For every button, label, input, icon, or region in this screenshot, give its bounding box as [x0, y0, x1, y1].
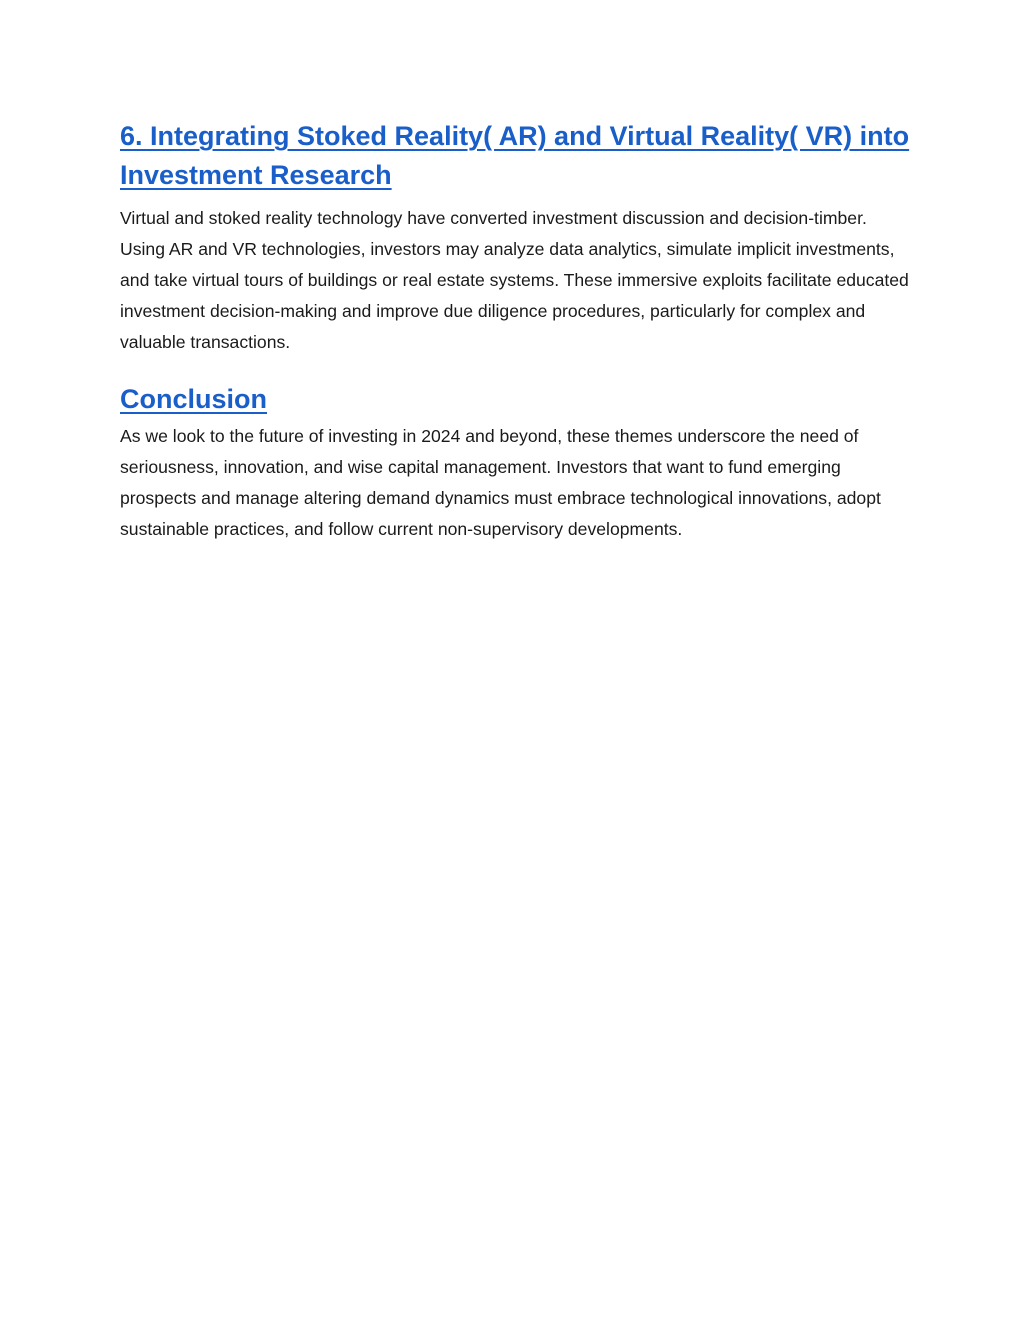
- section-heading-conclusion: [120, 380, 910, 419]
- section-ar-vr: [120, 117, 910, 358]
- section-body-conclusion: As we look to the future of investing in 2024 and beyond, these themes underscore the need of seriousness, innovation, and wise capital management. Investors that want to fund emerging prospects and manage altering demand dynamics must embrace technological innovations, adopt sustainable practices, and follow current non-supervisory developments.: [120, 426, 881, 539]
- section-conclusion: [120, 380, 910, 545]
- heading-link-conclusion[interactable]: Conclusion: [120, 384, 267, 414]
- section-heading-ar-vr: [120, 117, 910, 195]
- document-page: [120, 117, 910, 545]
- section-body-ar-vr: Virtual and stoked reality technology have converted investment discussion and decision-timber. Using AR and VR technologies, investors may analyze data analytics, simulate implicit investments, and take virtual tours of buildings or real estate systems. These immersive exploits facilitate educated investment decision-making and improve due diligence procedures, particularly for complex and valuable transactions.: [120, 208, 909, 352]
- heading-link-ar-vr[interactable]: 6. Integrating Stoked Reality( AR) and Virtual Reality( VR) into Investment Research: [120, 121, 910, 190]
